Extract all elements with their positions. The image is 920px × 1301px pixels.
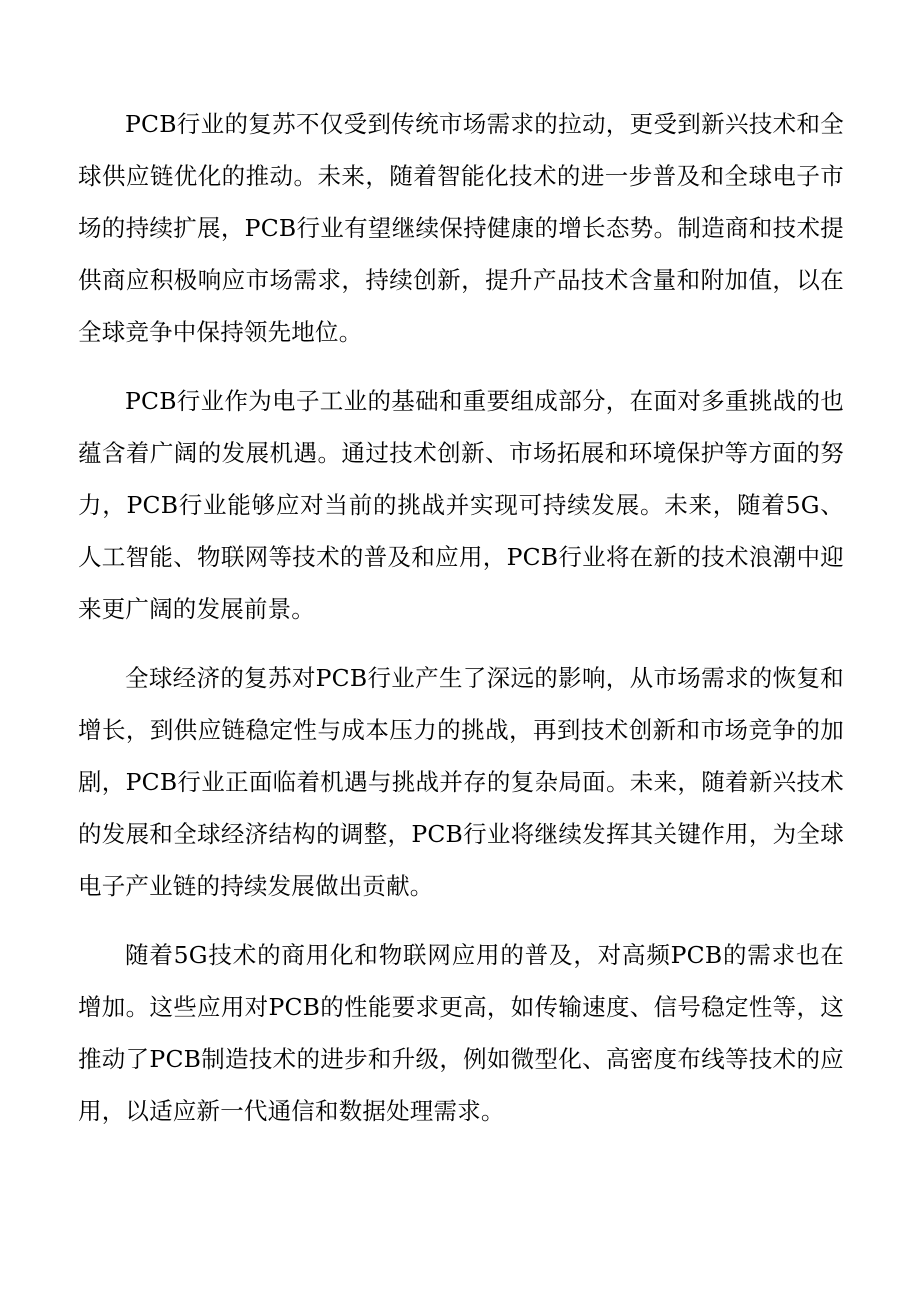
paragraph-global-economy: 全球经济的复苏对PCB行业产生了深远的影响，从市场需求的恢复和增长，到供应链稳定性与成本压力的挑战，再到技术创新和市场竞争的加剧，PCB行业正面临着机遇与挑战并存的复杂局面。未来，随着新兴技术的发展和全球经济结构的调整，PCB行业将继续发挥其关键作用，为全球电子产业链的持续发展做出贡献。 [78, 664, 844, 900]
paragraph-pcb-opportunities: PCB行业作为电子工业的基础和重要组成部分，在面对多重挑战的也蕴含着广阔的发展机遇。通过技术创新、市场拓展和环境保护等方面的努力，PCB行业能够应对当前的挑战并实现可持续发展。未来，随着5G、人工智能、物联网等技术的普及和应用，PCB行业将在新的技术浪潮中迎来更广阔的发展前景。 [78, 387, 844, 623]
paragraph-pcb-recovery: PCB行业的复苏不仅受到传统市场需求的拉动，更受到新兴技术和全球供应链优化的推动。未来，随着智能化技术的进一步普及和全球电子市场的持续扩展，PCB行业有望继续保持健康的增长态势。制造商和技术提供商应积极响应市场需求，持续创新，提升产品技术含量和附加值，以在全球竞争中保持领先地位。 [78, 110, 844, 346]
paragraph-5g-demand: 随着5G技术的商用化和物联网应用的普及，对高频PCB的需求也在增加。这些应用对PCB的性能要求更高，如传输速度、信号稳定性等，这推动了PCB制造技术的进步和升级，例如微型化、高密度布线等技术的应用，以适应新一代通信和数据处理需求。 [78, 941, 844, 1125]
document-page [78, 98, 844, 1154]
